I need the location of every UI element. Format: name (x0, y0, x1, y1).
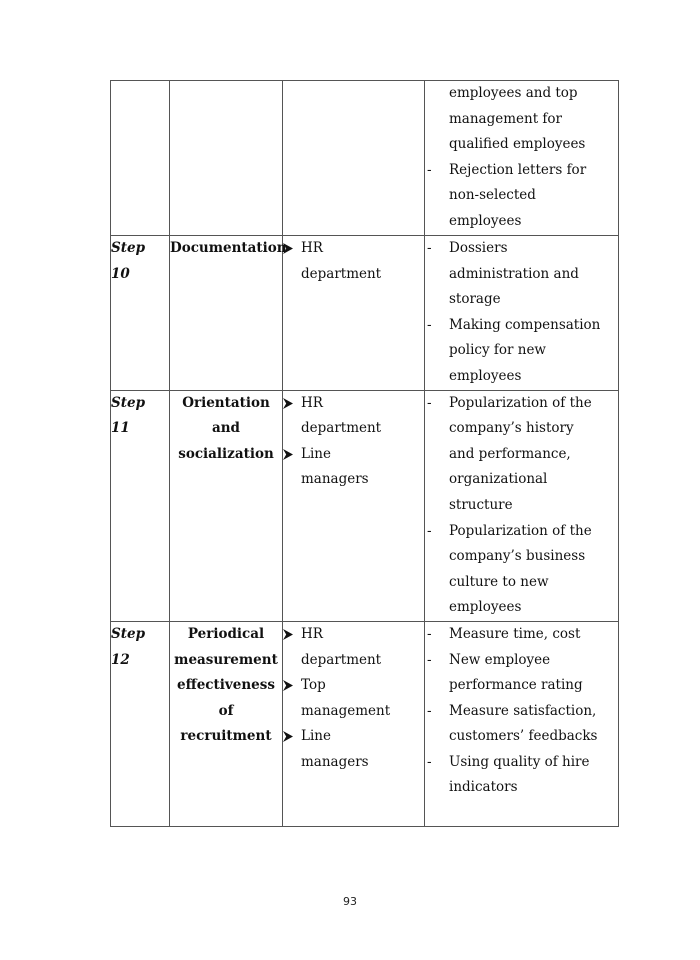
step-name-line: and (211, 420, 240, 437)
step-name-line: measurement (174, 651, 278, 668)
activity-line: employees and top (449, 85, 578, 101)
activity-line: Popularization of the (449, 522, 592, 539)
activities-cell (425, 81, 619, 236)
dash-bullet-icon: - (427, 625, 432, 642)
step-name-line: effectiveness of (177, 677, 275, 719)
responsible-cell (283, 390, 425, 621)
activity-line: and performance, (449, 445, 571, 462)
responsible-item (283, 236, 424, 287)
activity-line: Dossiers (449, 240, 508, 256)
responsible-line: Line (301, 445, 331, 462)
activity-line: administration and (449, 265, 579, 282)
activities-cell (425, 390, 619, 621)
activity-line: Measure time, cost (449, 625, 581, 642)
dash-bullet-icon: - (427, 522, 432, 539)
table-row (111, 621, 619, 826)
dash-bullet-icon: - (427, 753, 432, 770)
activity-line: company’s history (449, 420, 574, 437)
table-row (111, 236, 619, 391)
step-cell (111, 81, 170, 236)
activity-line: non-selected (449, 187, 536, 204)
arrow-bullet-icon (283, 449, 293, 460)
arrow-bullet-icon (283, 731, 293, 742)
activity-item (425, 648, 618, 699)
dash-bullet-icon: - (427, 702, 432, 719)
step-number: 11 (111, 420, 130, 437)
activities-list (425, 81, 618, 235)
activity-line: storage (449, 291, 501, 308)
activity-line: Making compensation (449, 316, 601, 333)
step-label: Step (111, 625, 146, 642)
activity-line: customers’ feedbacks (449, 728, 598, 745)
responsible-line: department (301, 265, 382, 282)
activities-list (425, 391, 618, 621)
activity-line: Using quality of hire (449, 753, 590, 770)
arrow-bullet-icon (283, 243, 293, 254)
responsible-list (283, 622, 424, 776)
activity-line: organizational (449, 471, 548, 488)
page-number: 93 (343, 895, 357, 908)
responsible-list (283, 236, 424, 287)
activities-list (425, 236, 618, 390)
activity-item (425, 750, 618, 801)
step-name-line: Documentation (170, 240, 287, 256)
step-name-cell (170, 81, 283, 236)
responsible-line: Line (301, 728, 331, 745)
responsible-cell (283, 236, 425, 391)
step-name-line: Orientation (182, 394, 270, 411)
step-cell (111, 390, 170, 621)
responsible-item (283, 391, 424, 442)
step-name-cell (170, 390, 283, 621)
activity-line: employees (449, 212, 522, 229)
activity-item (425, 699, 618, 750)
responsible-line: HR (301, 394, 323, 411)
activity-line: management for (449, 110, 563, 127)
step-label: Step (111, 394, 146, 411)
step-label: Step (111, 240, 146, 256)
responsible-item (283, 622, 424, 673)
responsible-list (283, 391, 424, 493)
activity-continuation (425, 81, 618, 158)
activity-line: New employee (449, 651, 551, 668)
step-name-line: socialization (178, 445, 274, 462)
activity-line: performance rating (449, 677, 583, 694)
step-name-cell (170, 236, 287, 391)
dash-bullet-icon: - (427, 240, 432, 256)
activity-line: qualified employees (449, 136, 586, 153)
responsible-line: managers (301, 753, 369, 770)
arrow-bullet-icon (283, 680, 293, 691)
activity-line: policy for new (449, 342, 546, 359)
activity-line: structure (449, 496, 513, 513)
dash-bullet-icon: - (427, 316, 432, 333)
step-number: 12 (111, 651, 130, 668)
activity-line: Popularization of the (449, 394, 592, 411)
responsible-line: HR (301, 625, 323, 642)
table-body (111, 81, 619, 827)
activities-cell (425, 236, 619, 391)
dash-bullet-icon: - (427, 394, 432, 411)
table-row (111, 81, 619, 236)
responsible-line: managers (301, 471, 369, 488)
step-cell (111, 621, 170, 826)
responsible-cell (283, 621, 425, 826)
responsible-line: HR (301, 240, 323, 256)
activity-item (425, 236, 618, 313)
dash-bullet-icon: - (427, 651, 432, 668)
recruitment-steps-table (110, 80, 619, 827)
activity-line: Rejection letters for (449, 161, 587, 178)
step-name-line: Periodical (187, 625, 265, 642)
activity-line: employees (449, 599, 522, 616)
responsible-item (283, 673, 424, 724)
responsible-line: Top (301, 677, 326, 694)
activity-line: indicators (449, 779, 518, 796)
responsible-cell (283, 81, 425, 236)
responsible-item (283, 442, 424, 493)
activity-item (425, 622, 618, 648)
step-cell (111, 236, 170, 391)
responsible-line: management (301, 702, 391, 719)
arrow-bullet-icon (283, 629, 293, 640)
activity-line: company’s business (449, 548, 586, 565)
step-name-cell (170, 621, 283, 826)
step-name-line: recruitment (180, 728, 272, 745)
arrow-bullet-icon (283, 398, 293, 409)
table-row (111, 390, 619, 621)
activity-item (425, 519, 618, 621)
activity-line: culture to new (449, 573, 549, 590)
step-number: 10 (111, 265, 130, 282)
responsible-line: department (301, 651, 382, 668)
activity-item (425, 313, 618, 390)
responsible-item (283, 724, 424, 775)
dash-bullet-icon: - (427, 161, 432, 178)
activity-line: employees (449, 367, 522, 384)
activities-list (425, 622, 618, 801)
activity-line: Measure satisfaction, (449, 702, 597, 719)
activity-item (425, 391, 618, 519)
activity-item (425, 158, 618, 235)
activities-cell (425, 621, 619, 826)
responsible-line: department (301, 420, 382, 437)
